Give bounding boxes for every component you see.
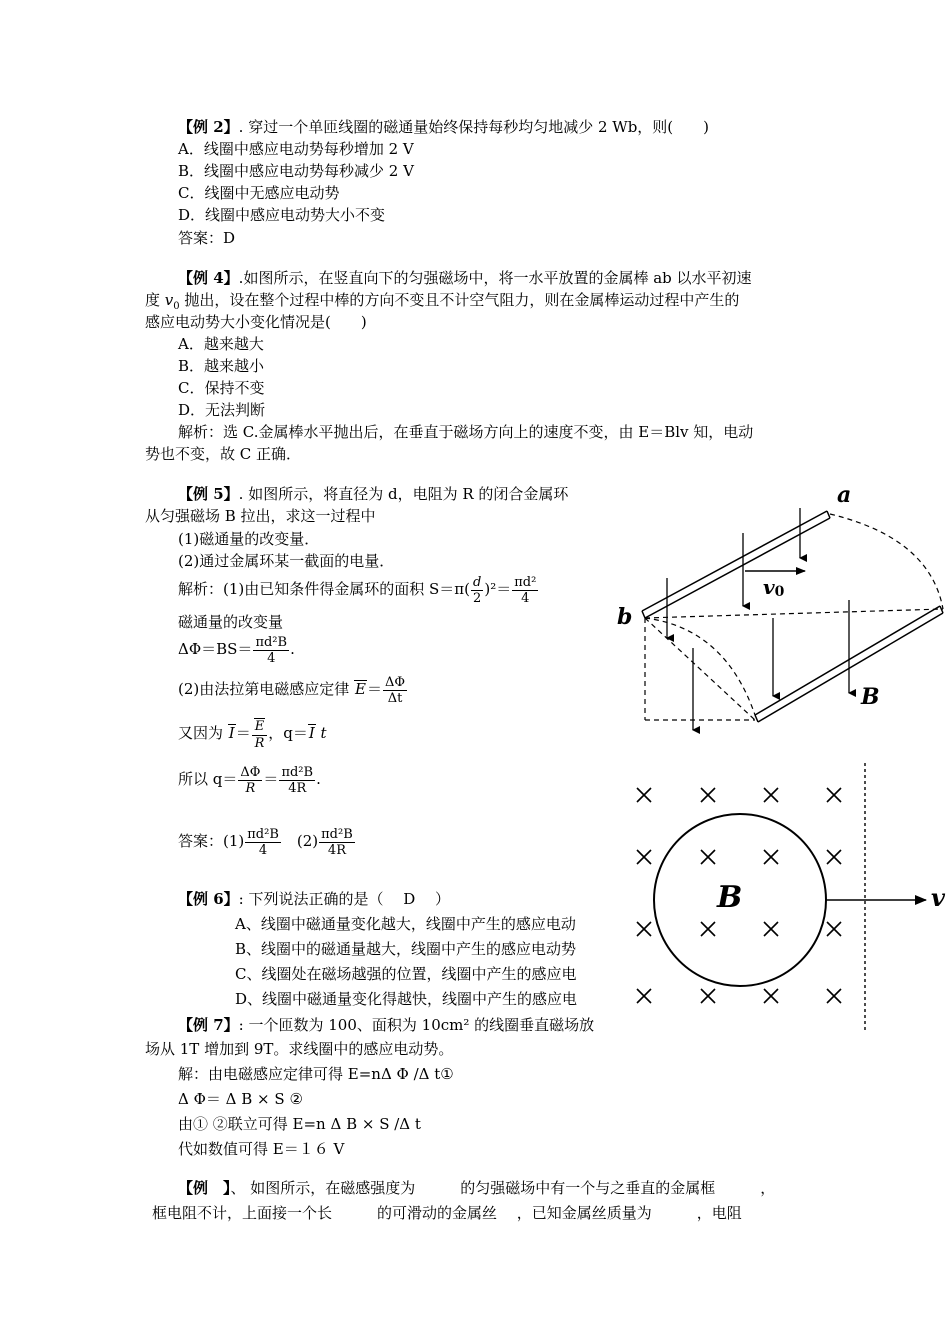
ex5-q2-num: πd²B xyxy=(281,764,314,780)
ex5-stem1: . 如图所示，将直径为 d，电阻为 R 的闭合金属环 xyxy=(238,485,569,503)
ex5-i-bar: I xyxy=(228,724,235,742)
ex5-sol1 xyxy=(178,572,539,606)
ex6-option-a: A、线圈中磁通量变化越大，线圈中产生的感应电动 xyxy=(235,915,576,933)
ex5-q2: (2)通过金属环某一截面的电量． xyxy=(178,552,395,570)
ex5-sol4 xyxy=(178,672,408,706)
ex4-option-b: B．越来越小 xyxy=(178,357,265,375)
ex4-analysis2: 势也不变，故 C 正确． xyxy=(145,445,302,463)
ex4-v0: v xyxy=(164,291,174,309)
ex5-eq2: ＝ xyxy=(235,724,251,742)
ex6-option-c: C、线圈处在磁场越强的位置，线圈中产生的感应电 xyxy=(235,965,577,983)
dashed-trajectory xyxy=(645,514,943,720)
label-B: B xyxy=(717,880,743,915)
ex5-i-bar2: I xyxy=(308,724,315,742)
ex7-stem1: : 一个匝数为 100、面积为 10cm² 的线圈垂直磁场放 xyxy=(238,1016,595,1034)
ex4-option-d: D．无法判断 xyxy=(178,401,266,419)
ring-field-figure xyxy=(620,755,950,1040)
falling-rod-figure xyxy=(605,478,950,738)
ex4-v0-sub: 0 xyxy=(173,301,180,312)
field-arrows xyxy=(667,508,849,730)
ex4-stem2b: 抛出，设在整个过程中棒的方向不变且不计空气阻力，则在金属棒运动过程中产生的 xyxy=(179,291,740,309)
ex5-ans2-den: 4R xyxy=(327,842,346,858)
ex6-stem-line xyxy=(178,889,450,909)
ex5-answer xyxy=(178,824,356,858)
ex5-answer-text: 答案：(1) xyxy=(178,832,245,850)
ex5-sol1-text: 解析：(1)由已知条件得金属环的面积 S＝π( xyxy=(178,580,471,598)
label-a: a xyxy=(837,482,852,508)
ex4-stem-line1 xyxy=(178,268,752,288)
rod-top xyxy=(642,511,830,618)
ex5-area-fraction xyxy=(512,575,538,606)
ex8-title: 【例 】 xyxy=(178,1179,231,1197)
ex2-title: 【例 2】 xyxy=(178,118,239,136)
ex5-dphi-den: 4 xyxy=(267,650,276,666)
ex5-q2-den: 4R xyxy=(288,780,307,796)
ex4-title: 【例 4】 xyxy=(178,269,239,287)
ex5-d-over-2 xyxy=(471,575,483,606)
ex5-stem-line1 xyxy=(178,484,568,504)
ex2-option-d: D．线圈中感应电动势大小不变 xyxy=(178,206,386,224)
ex5-sol5-t: t xyxy=(315,724,327,742)
label-b: b xyxy=(617,604,633,630)
ex5-faraday-den: Δt xyxy=(387,690,403,706)
ex5-ohm-fraction xyxy=(252,718,268,751)
ex7-sol2: Δ Φ＝ Δ B × S ② xyxy=(178,1090,303,1108)
ex5-eq3: ＝ xyxy=(263,770,279,788)
ex5-faraday-fraction xyxy=(383,675,407,706)
ex7-stem-line2: 场从 1T 增加到 9T。求线圈中的感应电动势。 xyxy=(145,1040,454,1058)
ex7-sol1: 解：由电磁感应定律可得 E=nΔ Φ /Δ t① xyxy=(178,1065,454,1083)
ex5-title: 【例 5】 xyxy=(178,485,239,503)
ex5-area-den: 4 xyxy=(521,590,530,606)
ex6-option-d: D、线圈中磁通量变化得越快，线圈中产生的感应电 xyxy=(235,990,578,1008)
ex5-dphi-fraction xyxy=(253,635,289,666)
ex5-ans1-num: πd²B xyxy=(247,826,279,842)
ex5-sol3-end: . xyxy=(290,640,295,658)
ex8-line2: 框电阻不计，上面接一个长 的可滑动的金属丝 ，已知金属丝质量为 ，电阻 xyxy=(152,1204,742,1222)
ex5-sol3 xyxy=(178,632,295,666)
ex5-q-fraction2 xyxy=(279,765,315,796)
ex5-sol6-text: 所以 q＝ xyxy=(178,770,238,788)
ex5-ans1-den: 4 xyxy=(258,842,268,858)
ex7-title: 【例 7】 xyxy=(178,1016,239,1034)
ex2-stem-line xyxy=(178,117,709,137)
ex5-sol3-text: ΔΦ＝BS＝ xyxy=(178,640,253,658)
label-v0-sub: 0 xyxy=(774,584,785,600)
label-v: v xyxy=(931,883,945,912)
ex2-option-b: B．线圈中感应电动势每秒减少 2 V xyxy=(178,162,414,180)
ex5-ohm-den: R xyxy=(254,735,265,751)
ex5-frac-den: 2 xyxy=(473,590,482,606)
ex8-text1: 、 如图所示，在磁感强度为 的匀强磁场中有一个与之垂直的金属框 ， xyxy=(230,1179,776,1197)
ex5-sol5 xyxy=(178,714,327,752)
ex5-ohm-num: E xyxy=(254,718,265,734)
ex5-eq: ＝ xyxy=(366,680,382,698)
ex4-stem2a: 度 xyxy=(145,291,165,309)
ex4-analysis1: 解析：选 C.金属棒水平抛出后，在垂直于磁场方向上的速度不变，由 E＝Blv 知，电动 xyxy=(178,423,754,441)
ex5-ans2-fraction xyxy=(319,827,355,858)
ex5-ans2-num: πd²B xyxy=(321,826,353,842)
ex6-option-b: B、线圈中的磁通量越大，线圈中产生的感应电动势 xyxy=(235,940,577,958)
ex2-option-a: A．线圈中感应电动势每秒增加 2 V xyxy=(178,140,414,158)
ex5-q1-num: ΔΦ xyxy=(240,764,261,780)
ex5-frac-num: d xyxy=(473,574,482,590)
label-B-field: B xyxy=(861,684,880,710)
ex7-sol4: 代如数值可得 E＝１６ V xyxy=(178,1140,345,1158)
ex5-q1-den: R xyxy=(245,780,256,796)
label-v0-v: v xyxy=(763,575,775,599)
ex7-sol3: 由① ②联立可得 E=n Δ B × S /Δ t xyxy=(178,1115,421,1133)
ex5-sol6 xyxy=(178,762,321,796)
ex5-sol5-text: 又因为 xyxy=(178,724,228,742)
ex5-ans1-fraction xyxy=(245,827,281,858)
ex4-stem1: .如图所示，在竖直向下的匀强磁场中，将一水平放置的金属棒 ab 以水平初速 xyxy=(238,269,752,287)
ex6-stem: : 下列说法正确的是（ D ） xyxy=(238,890,451,908)
ex7-stem-line1 xyxy=(178,1015,594,1035)
ex6-title: 【例 6】 xyxy=(178,890,239,908)
ex2-answer: 答案：D xyxy=(178,229,236,247)
ex5-q1: (1)磁通量的改变量． xyxy=(178,530,320,548)
ex5-sol4-text: (2)由法拉第电磁感应定律 xyxy=(178,680,355,698)
ex5-faraday-num: ΔΦ xyxy=(385,674,406,690)
label-v0 xyxy=(763,575,785,600)
ex4-stem-line3: 感应电动势大小变化情况是( ) xyxy=(145,313,367,331)
ex2-stem: . 穿过一个单匝线圈的磁通量始终保持每秒均匀地减少 2 Wb，则( ) xyxy=(238,118,710,136)
ex5-sol1-tail: )²＝ xyxy=(484,580,512,598)
ex5-area-num: πd² xyxy=(514,574,537,590)
ex5-answer-b: (2) xyxy=(281,832,319,850)
ex5-q-fraction1 xyxy=(238,765,262,796)
ex5-sol5-q: ，q＝ xyxy=(268,724,308,742)
ex4-option-c: C．保持不变 xyxy=(178,379,265,397)
ex5-e-bar: E xyxy=(355,680,366,698)
ex8-line1 xyxy=(178,1178,775,1198)
ex5-dphi-num: πd²B xyxy=(255,634,288,650)
ex2-option-c: C．线圈中无感应电动势 xyxy=(178,184,340,202)
ex5-sol2: 磁通量的改变量 xyxy=(178,613,284,631)
ex5-sol6-end: . xyxy=(316,770,321,788)
ex5-stem-line2: 从匀强磁场 B 拉出，求这一过程中 xyxy=(145,507,376,525)
ex4-option-a: A．越来越大 xyxy=(178,335,264,353)
